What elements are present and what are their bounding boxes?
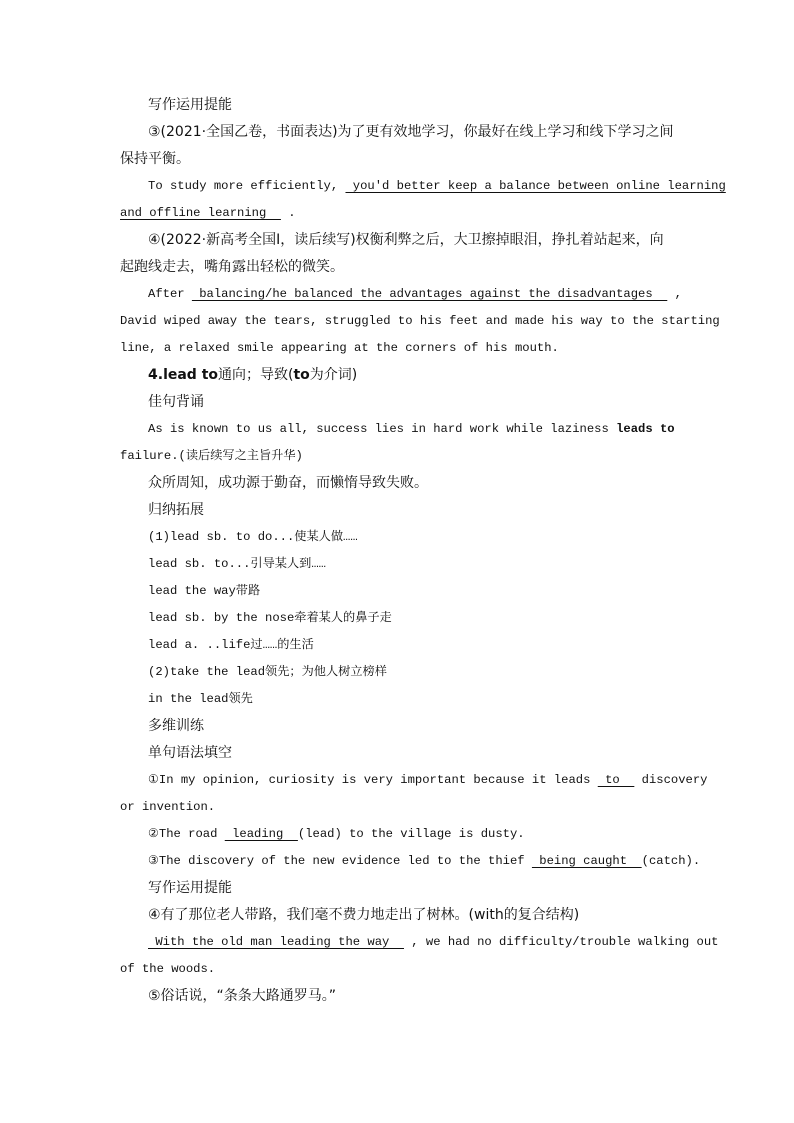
example-prefix: As is known to us all, success lies in hard work while laziness — [148, 422, 617, 436]
title-number: 4. — [148, 367, 164, 383]
grammar-1-line2: or invention. — [120, 800, 216, 814]
q3-answer-part2: and offline learning — [120, 206, 281, 220]
writing-4-english — [120, 929, 719, 956]
title-phrase: lead to — [163, 367, 219, 383]
q3-prefix: To study more efficiently, — [148, 179, 346, 193]
expansion-5: lead a. ..life过……的生活 — [148, 638, 314, 652]
w4-suffix: , we had no difficulty/trouble walking out — [403, 935, 719, 949]
g2-suffix: (lead) to the village is dusty. — [297, 827, 525, 841]
g2-answer: leading — [224, 827, 298, 841]
expansion-1: (1)lead sb. to do...使某人做…… — [148, 530, 358, 544]
document-page — [120, 92, 726, 1010]
example-bold: leads to — [616, 422, 675, 436]
question-4-english — [120, 281, 682, 308]
question-4-english-line2: David wiped away the tears, struggled to his feet and made his way to the starting — [120, 314, 720, 328]
g3-prefix: ③The discovery of the new evidence led to the thief — [148, 854, 532, 868]
expansion-4: lead sb. by the nose牵着某人的鼻子走 — [148, 611, 392, 625]
writing-4-english-line2: of the woods. — [120, 962, 216, 976]
writing-5-chinese: ⑤俗话说，“条条大路通罗马。” — [148, 988, 337, 1004]
grammar-3 — [120, 848, 701, 875]
g3-suffix: (catch). — [641, 854, 701, 868]
q4-end: , — [667, 287, 682, 301]
question-3-chinese-line1: ③(2021·全国乙卷，书面表达)为了更有效地学习，你最好在线上学习和线下学习之间 — [148, 124, 674, 140]
g1-answer: to — [597, 773, 635, 787]
section-heading: 写作运用提能 — [148, 97, 232, 113]
jiaju-heading: 佳句背诵 — [148, 394, 204, 410]
g1-suffix: discovery — [634, 773, 708, 787]
w4-answer: With the old man leading the way — [148, 935, 404, 949]
q4-answer: balancing/he balanced the advantages against the disadvantages — [191, 287, 668, 301]
q3-answer-part1: you'd better keep a balance between online learning — [345, 179, 726, 193]
question-4-chinese-line1: ④(2022·新高考全国Ⅰ，读后续写)权衡利弊之后，大卫擦掉眼泪，挣扎着站起来，向 — [148, 232, 664, 248]
g3-answer: being caught — [531, 854, 642, 868]
section-title — [120, 362, 676, 389]
guina-heading: 归纳拓展 — [148, 502, 204, 518]
example-english-line2: failure.(读后续写之主旨升华) — [120, 449, 303, 463]
title-to: to — [293, 367, 310, 383]
question-4-chinese-line2: 起跑线走去，嘴角露出轻松的微笑。 — [120, 259, 344, 275]
grammar-2 — [120, 821, 676, 848]
q3-end: . — [280, 206, 296, 220]
title-rest-2: 为介词) — [309, 367, 358, 383]
example-chinese: 众所周知，成功源于勤奋，而懒惰导致失败。 — [148, 475, 428, 491]
duowei-heading: 多维训练 — [148, 718, 204, 734]
question-4-english-line3: line, a relaxed smile appearing at the corners of his mouth. — [120, 341, 559, 355]
g2-prefix: ②The road — [148, 827, 225, 841]
expansion-3: lead the way带路 — [148, 584, 261, 598]
question-3-english — [120, 173, 726, 200]
expansion-7: in the lead领先 — [148, 692, 253, 706]
dan-heading: 单句语法填空 — [148, 745, 232, 761]
expansion-6: (2)take the lead领先；为他人树立榜样 — [148, 665, 387, 679]
writing-4-chinese: ④有了那位老人带路，我们毫不费力地走出了树林。(with的复合结构) — [148, 907, 580, 923]
xiezuo-heading: 写作运用提能 — [148, 880, 232, 896]
example-english — [120, 416, 676, 443]
q4-prefix: After — [148, 287, 192, 301]
question-3-english-line2 — [120, 200, 676, 227]
grammar-1 — [120, 767, 708, 794]
g1-prefix: ①In my opinion, curiosity is very important because it leads — [148, 773, 598, 787]
question-3-chinese-line2: 保持平衡。 — [120, 151, 190, 167]
expansion-2: lead sb. to...引导某人到…… — [148, 557, 326, 571]
title-rest-1: 通向；导致( — [218, 367, 294, 383]
